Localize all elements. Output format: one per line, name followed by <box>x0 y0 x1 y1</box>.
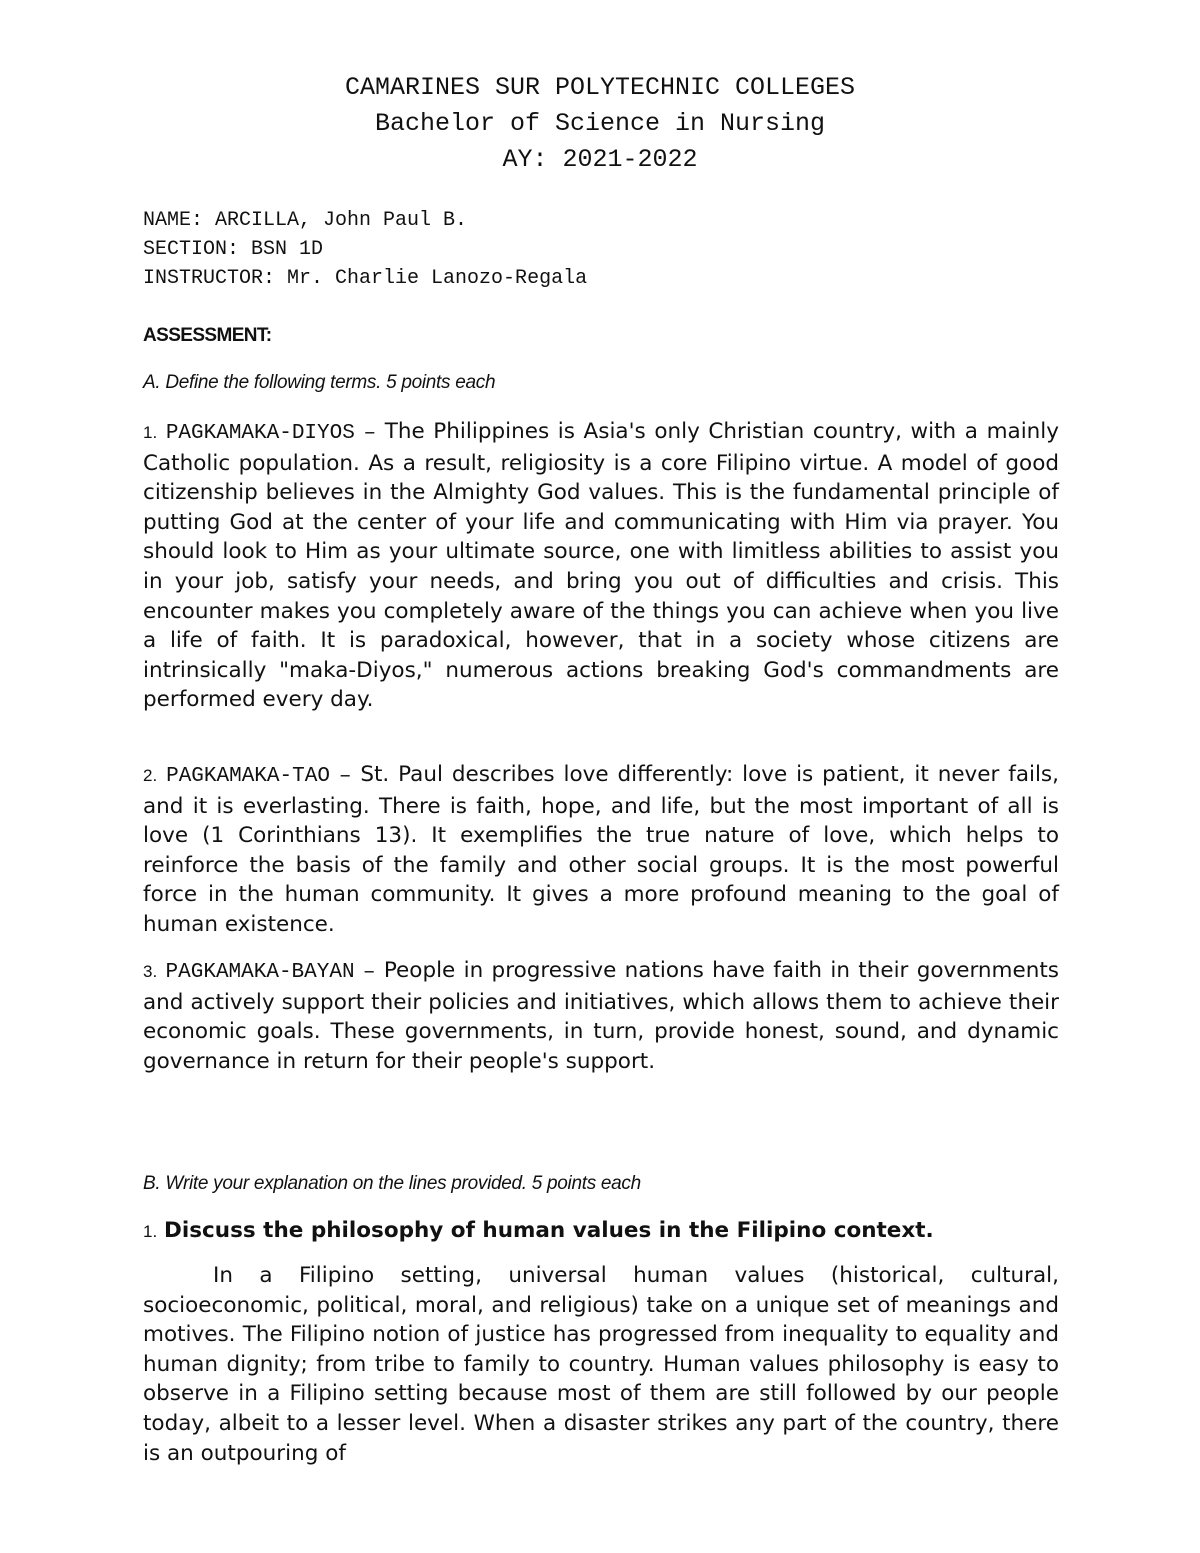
student-name: NAME: ARCILLA, John Paul B. <box>143 209 468 232</box>
definition-item-2 <box>143 760 1059 940</box>
term-dash: – <box>362 961 376 984</box>
document-header <box>0 70 1200 178</box>
student-section: SECTION: BSN 1D <box>143 238 324 261</box>
definition-item-1 <box>143 417 1059 715</box>
program-name: Bachelor of Science in Nursing <box>374 109 826 138</box>
definition-item-3 <box>143 956 1059 1076</box>
section-b-instruction: B. Write your explanation on the lines provided. 5 points each <box>143 1173 641 1194</box>
item-number: 3. <box>143 962 158 981</box>
definition-text: People in progressive nations have faith in their governments and actively support their policies and initiatives, which allows them to achieve their economic goals. These governments, in turn, provide honest, sound, and dynamic governance in return for their people's support. <box>143 958 1059 1074</box>
answer-paragraph: In a Filipino setting, universal human values (historical, cultural, socioeconomic, political, moral, and religious) take on a unique set of meanings and motives. The Filipino notion of justice has progressed from inequality to equality and human dignity; from tribe to family to country. Human values philosophy is easy to observe in a Filipino setting because most of them are still followed by our people today, albeit to a lesser level. When a disaster strikes any part of the country, there is an outpouring of <box>143 1263 1059 1466</box>
question-number: 1. <box>143 1222 158 1241</box>
definition-text: The Philippines is Asia's only Christian country, with a mainly Catholic population. As a result, religiosity is a core Filipino virtue. A model of good citizenship believes in the Almighty God values. This is the fundamental principle of putting God at the center of your life and communicating with Him via prayer. You should look to Him as your ultimate source, one with limitless abilities to assist you in your job, satisfy your needs, and bring you out of difficulties and crisis. This encounter makes you completely aware of the things you can achieve when you live a life of faith. It is paradoxical, however, that in a society whose citizens are intrinsically "maka-Diyos," numerous actions breaking God's commandments are performed every day. <box>143 419 1059 713</box>
question-1 <box>143 1216 1059 1247</box>
section-a-instruction: A. Define the following terms. 5 points each <box>143 372 496 393</box>
term-pagkamaka-tao: PAGKAMAKA-TAO <box>166 765 330 788</box>
definition-text: St. Paul describes love differently: love is patient, it never fails, and it is everlasting. There is faith, hope, and life, but the most important of all is love (1 Corinthians 13). It exemplifies the true nature of love, which helps to reinforce the basis of the family and other social groups. It is the most powerful force in the human community. It gives a more profound meaning to the goal of human existence. <box>143 762 1059 937</box>
item-number: 1. <box>143 423 158 442</box>
instructor-name: INSTRUCTOR: Mr. Charlie Lanozo-Regala <box>143 267 588 290</box>
term-pagkamaka-bayan: PAGKAMAKA-BAYAN <box>165 961 355 984</box>
item-number: 2. <box>143 766 158 785</box>
question-text: Discuss the philosophy of human values in the Filipino context. <box>164 1218 934 1243</box>
institution-name: CAMARINES SUR POLYTECHNIC COLLEGES <box>344 73 856 102</box>
term-dash: – <box>338 765 352 788</box>
term-dash: – <box>363 422 377 445</box>
term-pagkamaka-diyos: PAGKAMAKA-DIYOS <box>165 422 355 445</box>
academic-year: AY: 2021-2022 <box>502 145 698 174</box>
student-info <box>143 206 587 293</box>
assessment-heading: ASSESSMENT: <box>143 325 272 346</box>
